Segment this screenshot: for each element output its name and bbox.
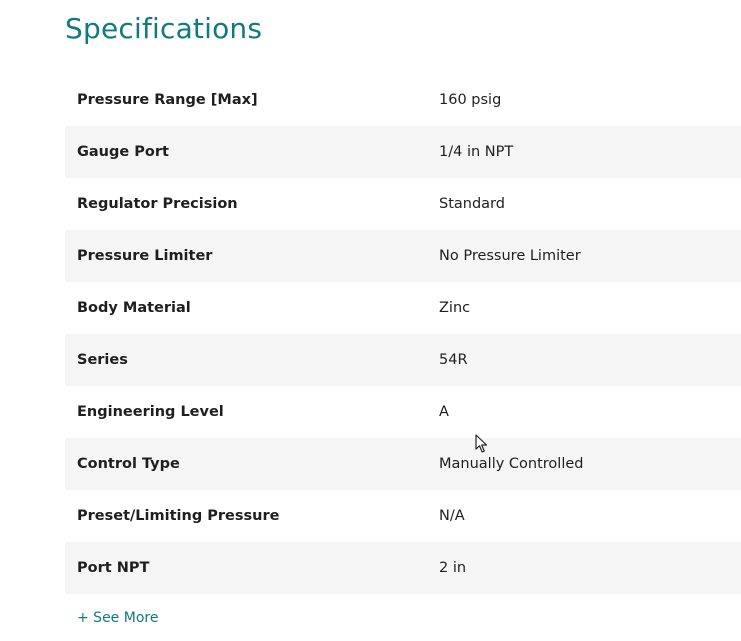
- see-more-link[interactable]: + See More: [77, 610, 159, 626]
- specifications-table: [65, 74, 741, 594]
- spec-value: 54R: [439, 352, 468, 368]
- spec-value: 160 psig: [439, 92, 502, 108]
- spec-label: Pressure Range [Max]: [77, 92, 258, 108]
- spec-value: Standard: [439, 196, 505, 212]
- spec-value: N/A: [439, 508, 465, 524]
- spec-value: Manually Controlled: [439, 456, 584, 472]
- table-row: [65, 74, 741, 126]
- table-row: [65, 126, 741, 178]
- table-row: [65, 542, 741, 594]
- spec-label: Port NPT: [77, 560, 150, 576]
- spec-value: 1/4 in NPT: [439, 144, 514, 160]
- table-row: [65, 386, 741, 438]
- spec-value: 2 in: [439, 560, 467, 576]
- spec-label: Preset/Limiting Pressure: [77, 508, 280, 524]
- table-row: [65, 334, 741, 386]
- spec-label: Series: [77, 352, 128, 368]
- spec-value: No Pressure Limiter: [439, 248, 581, 264]
- table-row: [65, 438, 741, 490]
- spec-value: A: [439, 404, 449, 420]
- spec-label: Engineering Level: [77, 404, 224, 420]
- spec-label: Gauge Port: [77, 144, 169, 160]
- spec-label: Regulator Precision: [77, 196, 238, 212]
- spec-label: Body Material: [77, 300, 191, 316]
- table-row: [65, 490, 741, 542]
- table-row: [65, 178, 741, 230]
- spec-label: Control Type: [77, 456, 180, 472]
- table-row: [65, 282, 741, 334]
- spec-label: Pressure Limiter: [77, 248, 213, 264]
- spec-value: Zinc: [439, 300, 471, 316]
- mouse-pointer-icon: [475, 434, 489, 454]
- page-title: Specifications: [65, 12, 263, 45]
- table-row: [65, 230, 741, 282]
